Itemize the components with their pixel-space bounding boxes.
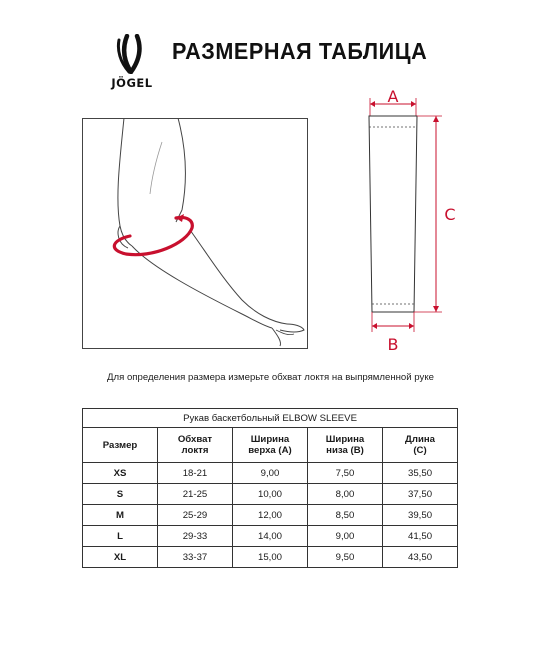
measure-instruction: Для определения размера измерьте обхват локтя на выпрямленной руке [107, 372, 434, 383]
top-width-cell: 9,00 [233, 463, 308, 484]
bottom-width-cell: 8,00 [308, 484, 383, 505]
arm-illustration [82, 118, 308, 349]
length-cell: 37,50 [383, 484, 458, 505]
length-cell: 39,50 [383, 505, 458, 526]
header-length: Длина (C) [383, 428, 458, 463]
length-cell: 41,50 [383, 526, 458, 547]
header-top-width: Ширина верха (A) [233, 428, 308, 463]
bottom-width-cell: 9,50 [308, 547, 383, 568]
header-elbow-girth: Обхват локтя [158, 428, 233, 463]
bottom-width-cell: 9,00 [308, 526, 383, 547]
jogel-mark-icon [114, 34, 150, 74]
top-width-cell: 10,00 [233, 484, 308, 505]
label-a: A [387, 87, 399, 106]
length-cell: 43,50 [383, 547, 458, 568]
page-title: РАЗМЕРНАЯ ТАБЛИЦА [172, 38, 428, 64]
size-cell: S [83, 484, 158, 505]
table-row [83, 484, 458, 505]
top-width-cell: 15,00 [233, 547, 308, 568]
table-caption: Рукав баскетбольный ELBOW SLEEVE [83, 409, 458, 428]
bottom-width-cell: 8,50 [308, 505, 383, 526]
table-row [83, 547, 458, 568]
table-row [83, 463, 458, 484]
table-row [83, 526, 458, 547]
girth-cell: 21-25 [158, 484, 233, 505]
header-bottom-width: Ширина низа (B) [308, 428, 383, 463]
size-cell: M [83, 505, 158, 526]
size-cell: XS [83, 463, 158, 484]
table-row [83, 505, 458, 526]
size-cell: L [83, 526, 158, 547]
brand-name: JÖGEL [111, 76, 153, 90]
top-width-cell: 12,00 [233, 505, 308, 526]
girth-cell: 18-21 [158, 463, 233, 484]
size-table [82, 408, 458, 568]
top-width-cell: 14,00 [233, 526, 308, 547]
size-cell: XL [83, 547, 158, 568]
brand-logo [104, 34, 160, 96]
header-size: Размер [83, 428, 158, 463]
length-cell: 35,50 [383, 463, 458, 484]
girth-cell: 25-29 [158, 505, 233, 526]
label-b: B [387, 335, 399, 354]
label-c: C [444, 205, 456, 224]
girth-cell: 29-33 [158, 526, 233, 547]
bottom-width-cell: 7,50 [308, 463, 383, 484]
sleeve-diagram [352, 82, 464, 354]
girth-cell: 33-37 [158, 547, 233, 568]
